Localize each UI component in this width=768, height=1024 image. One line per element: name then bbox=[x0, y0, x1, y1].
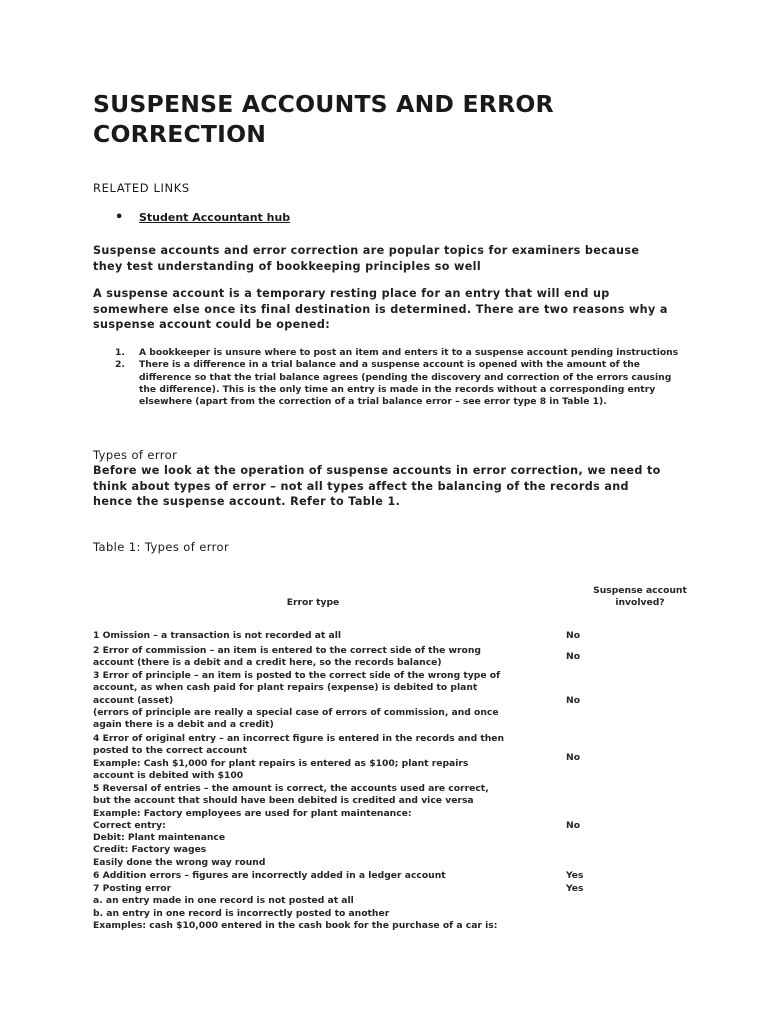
list-item bbox=[93, 211, 290, 224]
error-description: 1 Omission – a transaction is not recorded at all bbox=[93, 630, 342, 641]
reason-text: There is a difference in a trial balance and a suspense account is opened with the amount of the difference so that the trial balance agrees (pending the discovery and correction of the errors causing the difference). This is the only time an entry is made in the records without a corresponding entry elsewhere (apart from the correction of a trial balance error – see error type 8 in Table 1). bbox=[139, 359, 672, 408]
reasons-list bbox=[93, 347, 683, 408]
error-description: 2 Error of commission – an item is entered to the correct side of the wrong account (there is a debit and a credit here, so the records balance) bbox=[93, 645, 481, 669]
error-description: 7 Posting error a. an entry made in one record is not posted at all b. an entry in one record is incorrectly posted to another Examples: cash $10,000 entered in the cash book for the purchase of a car is: bbox=[93, 883, 498, 931]
error-description: 5 Reversal of entries – the amount is correct, the accounts used are correct, but the account that should have been debited is credited and vice versa Example: Factory employees are used for plant maintenance: Correct entry: Debit: Plant maintenance Credit: Factory wages Easily done the wrong way round bbox=[93, 783, 489, 868]
table-caption: Table 1: Types of error bbox=[93, 540, 230, 554]
list-number: 1. bbox=[115, 347, 125, 358]
suspense-answer: No bbox=[566, 820, 581, 831]
suspense-answer: No bbox=[566, 752, 581, 763]
header-error-type: Error type bbox=[286, 597, 340, 608]
list-item bbox=[93, 359, 683, 408]
list-item bbox=[93, 347, 683, 359]
header-suspense-account: Suspense account involved? bbox=[593, 585, 687, 609]
page-title: SUSPENSE ACCOUNTS AND ERROR CORRECTION bbox=[93, 90, 554, 148]
suspense-answer: Yes bbox=[566, 883, 584, 894]
bullet-icon: • bbox=[115, 210, 124, 225]
suspense-answer: No bbox=[566, 630, 581, 641]
error-description: 6 Addition errors – figures are incorrectly added in a ledger account bbox=[93, 870, 446, 881]
definition-paragraph: A suspense account is a temporary resting place for an entry that will end up somewhere else once its final destination is determined. There are two reasons why a suspense account could be opened: bbox=[93, 287, 668, 331]
student-accountant-hub-link[interactable]: Student Accountant hub bbox=[139, 211, 291, 224]
error-description: 3 Error of principle – an item is posted to the correct side of the wrong type of account, as when cash paid for plant repairs (expense) is debited to plant account (asset) (errors of principle are really a special case of errors of commission, and once again there is a debit and a credit) bbox=[93, 670, 501, 731]
intro-paragraph: Suspense accounts and error correction are popular topics for examiners because they test understanding of bookkeeping principles so well bbox=[93, 244, 640, 273]
reason-text: A bookkeeper is unsure where to post an item and enters it to a suspense account pending instructions bbox=[139, 347, 679, 358]
related-links-list bbox=[93, 211, 290, 224]
related-links-heading: RELATED LINKS bbox=[93, 181, 190, 195]
suspense-answer: No bbox=[566, 695, 581, 706]
suspense-answer: No bbox=[566, 651, 581, 662]
list-number: 2. bbox=[115, 359, 125, 371]
types-paragraph: Before we look at the operation of suspense accounts in error correction, we need to think about types of error – not all types affect the balancing of the records and hence the suspense account. Refer to Table 1. bbox=[93, 464, 661, 508]
types-heading: Types of error bbox=[93, 448, 178, 462]
error-description: 4 Error of original entry – an incorrect figure is entered in the records and then posted to the correct account Example: Cash $1,000 for plant repairs is entered as $100; plant repairs account is debited with $100 bbox=[93, 733, 505, 781]
suspense-answer: Yes bbox=[566, 870, 584, 881]
